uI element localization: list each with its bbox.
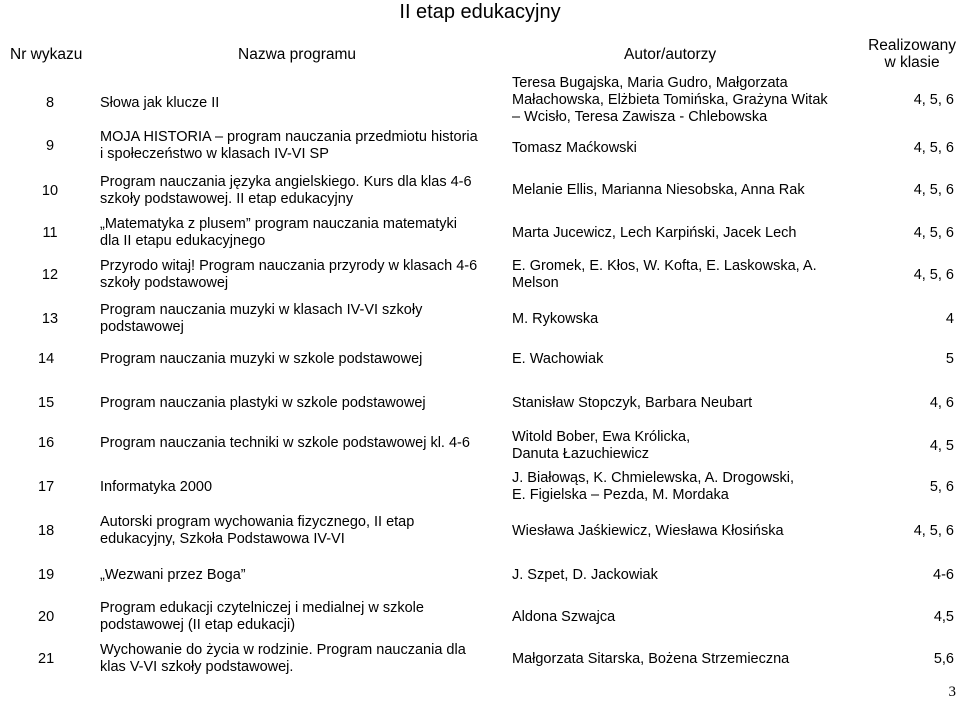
row-author: Aldona Szwajca — [512, 608, 616, 625]
page-number: 3 — [948, 684, 956, 700]
row-name — [100, 598, 505, 636]
author-block — [0, 221, 960, 245]
header-nr: Nr wykazu — [10, 45, 83, 63]
row-author: Małgorzata Sitarska, Bożena Strzemieczna — [512, 650, 790, 667]
row-name: Program nauczania plastyki w szkole podstawowej — [100, 394, 426, 411]
author-block — [0, 136, 960, 160]
row-nr: 17 — [38, 478, 55, 495]
row-grades: 4, 5 — [929, 437, 954, 454]
row-name: Program nauczania muzyki w szkole podstawowej — [100, 350, 423, 367]
row-nr: 16 — [38, 434, 55, 451]
row-author: J. Szpet, D. Jackowiak — [512, 566, 658, 583]
row-name: Program nauczania techniki w szkole podstawowej kl. 4-6 — [100, 434, 470, 451]
row-grades: 4, 5, 6 — [913, 91, 954, 108]
row-nr: 14 — [38, 350, 55, 367]
row-author — [512, 72, 852, 128]
header-author: Autor/autorzy — [624, 45, 717, 63]
row-name-text: Autorski program wychowania fizycznego, II etap edukacyjny, Szkoła Podstawowa IV-VI — [100, 514, 415, 547]
row-author: Wiesława Jaśkiewicz, Wiesława Kłosińska — [512, 522, 784, 539]
row-author: E. Wachowiak — [512, 350, 604, 367]
header-grades — [850, 36, 956, 72]
author-block — [0, 256, 960, 294]
table-row — [0, 562, 960, 588]
row-nr: 10 — [41, 182, 59, 199]
row-author-text: Witold Bober, Ewa Królicka, Danuta Łazuchiewicz — [512, 429, 691, 462]
row-grades: 5, 6 — [929, 478, 954, 495]
page-title: II etap edukacyjny — [399, 1, 561, 23]
row-name-text: Wychowanie do życia w rodzinie. Program nauczania dla klas V-VI szkoły podstawowej. — [100, 642, 466, 675]
row-nr: 21 — [38, 650, 55, 667]
table-row — [0, 640, 960, 678]
author-block — [0, 468, 960, 506]
row-nr: 11 — [42, 224, 58, 241]
row-nr: 18 — [38, 522, 55, 539]
row-nr: 20 — [38, 608, 55, 625]
row-grades: 4,5 — [933, 608, 954, 625]
author-block — [0, 72, 960, 128]
author-block — [0, 427, 960, 465]
row-nr: 15 — [38, 394, 55, 411]
row-author — [512, 256, 852, 294]
row-grades: 4, 5, 6 — [913, 522, 954, 539]
row-author: Stanisław Stopczyk, Barbara Neubart — [512, 394, 753, 411]
author-block — [0, 307, 960, 331]
row-grades: 4, 5, 6 — [913, 224, 954, 241]
header-grades-label: Realizowany w klasie — [868, 37, 956, 71]
row-name-text: Program edukacji czytelniczej i medialnej w szkole podstawowej (II etap edukacji) — [100, 600, 424, 633]
row-nr: 8 — [45, 94, 55, 111]
header-name: Nazwa programu — [238, 45, 357, 63]
row-nr: 12 — [41, 266, 59, 283]
table-row — [0, 598, 960, 636]
table-header — [0, 36, 960, 72]
table-row — [0, 346, 960, 372]
author-block — [0, 178, 960, 202]
row-grades: 5,6 — [933, 650, 954, 667]
row-grades: 4, 5, 6 — [913, 181, 954, 198]
row-grades: 5 — [945, 350, 954, 367]
row-author: Melanie Ellis, Marianna Niesobska, Anna Rak — [512, 181, 805, 198]
row-author: Marta Jucewicz, Lech Karpiński, Jacek Lech — [512, 224, 797, 241]
row-name — [100, 640, 505, 678]
row-name — [100, 512, 505, 550]
row-name-text: MOJA HISTORIA – program nauczania przedmiotu historia i społeczeństwo w klasach IV-VI SP — [100, 129, 478, 162]
row-author: Tomasz Maćkowski — [512, 139, 637, 156]
row-name: Informatyka 2000 — [100, 478, 213, 495]
row-grades: 4 — [945, 310, 954, 327]
row-nr: 9 — [45, 137, 55, 154]
row-name: Słowa jak klucze II — [100, 94, 220, 111]
row-grades: 4, 5, 6 — [913, 266, 954, 283]
row-grades: 4-6 — [933, 566, 954, 583]
row-author: M. Rykowska — [512, 310, 599, 327]
row-name-text: „Matematyka z plusem” program nauczania matematyki dla II etapu edukacyjnego — [100, 216, 457, 249]
row-grades: 4, 5, 6 — [913, 139, 954, 156]
row-author — [512, 468, 852, 506]
row-grades: 4, 6 — [929, 394, 954, 411]
row-nr: 19 — [38, 566, 55, 583]
row-nr: 13 — [41, 310, 59, 327]
row-name: „Wezwani przez Boga” — [100, 566, 246, 583]
row-author-text: J. Białowąs, K. Chmielewska, A. Drogowski, E. Figielska – Pezda, M. Mordaka — [512, 470, 795, 503]
row-name-text: Program nauczania muzyki w klasach IV-VI szkoły podstawowej — [100, 302, 423, 335]
row-name-text: Przyrodo witaj! Program nauczania przyrody w klasach 4-6 szkoły podstawowej — [100, 258, 478, 291]
table-row — [0, 512, 960, 550]
row-author-text: E. Gromek, E. Kłos, W. Kofta, E. Laskowska, A. Melson — [512, 258, 817, 291]
row-author — [512, 427, 852, 465]
table-row — [0, 390, 960, 416]
row-name-text: Program nauczania języka angielskiego. Kurs dla klas 4-6 szkoły podstawowej. II etap edukacyjny — [100, 174, 472, 207]
row-author-text: Teresa Bugajska, Maria Gudro, Małgorzata Małachowska, Elżbieta Tomińska, Grażyna Witak – Wcisło, Teresa Zawisza - Chlebowska — [512, 74, 828, 125]
